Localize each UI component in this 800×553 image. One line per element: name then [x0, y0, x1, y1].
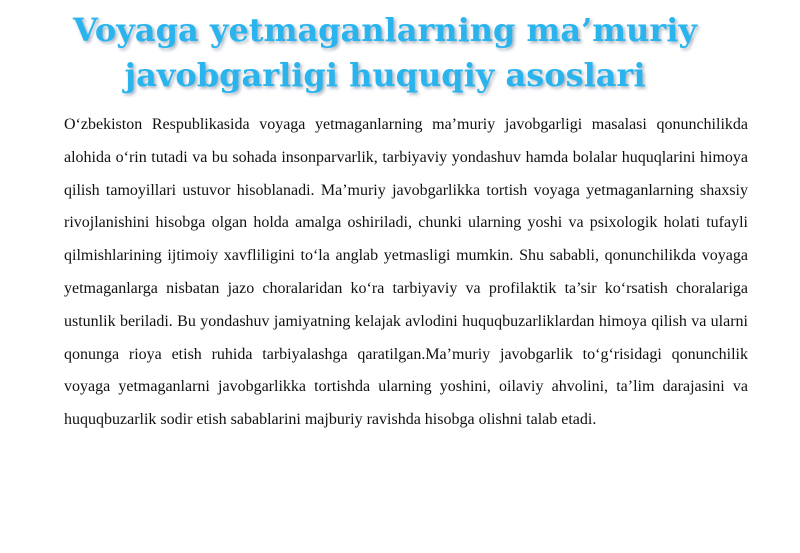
- document-title: [0, 8, 770, 98]
- body-paragraph: O‘zbekiston Respublikasida voyaga yetmaganlarning ma’muriy javobgarligi masalasi qonunchilikda alohida o‘rin tutadi va bu sohada insonparvarlik, tarbiyaviy yondashuv hamda bolalar huquqlarini himoya qilish tamoyillari ustuvor hisoblanadi. Ma’muriy javobgarlikka tortish voyaga yetmaganlarning shaxsiy rivojlanishini hisobga olgan holda amalga oshiriladi, chunki ularning yoshi va psixologik holati tufayli qilmishlarining ijtimoiy xavfliligini to‘la anglab yetmasligi mumkin. Shu sababli, qonunchilikda voyaga yetmaganlarga nisbatan jazo choralaridan ko‘ra tarbiyaviy va profilaktik ta’sir ko‘rsatish choralariga ustunlik beriladi. Bu yondashuv jamiyatning kelajak avlodini huquqbuzarliklardan himoya qilish va ularni qonunga rioya etish ruhida tarbiyalashga qaratilgan.Ma’muriy javobgarlik to‘g‘risidagi qonunchilik voyaga yetmaganlarni javobgarlikka tortishda ularning yoshini, oilaviy ahvolini, ta’lim darajasini va huquqbuzarlik sodir etish sabablarini majburiy ravishda hisobga olishni talab etadi.: [64, 116, 748, 429]
- title-line-1: Voyaga yetmaganlarning ma’muriy: [73, 11, 697, 49]
- title-line-2: javobgarligi huquqiy asoslari: [124, 56, 646, 94]
